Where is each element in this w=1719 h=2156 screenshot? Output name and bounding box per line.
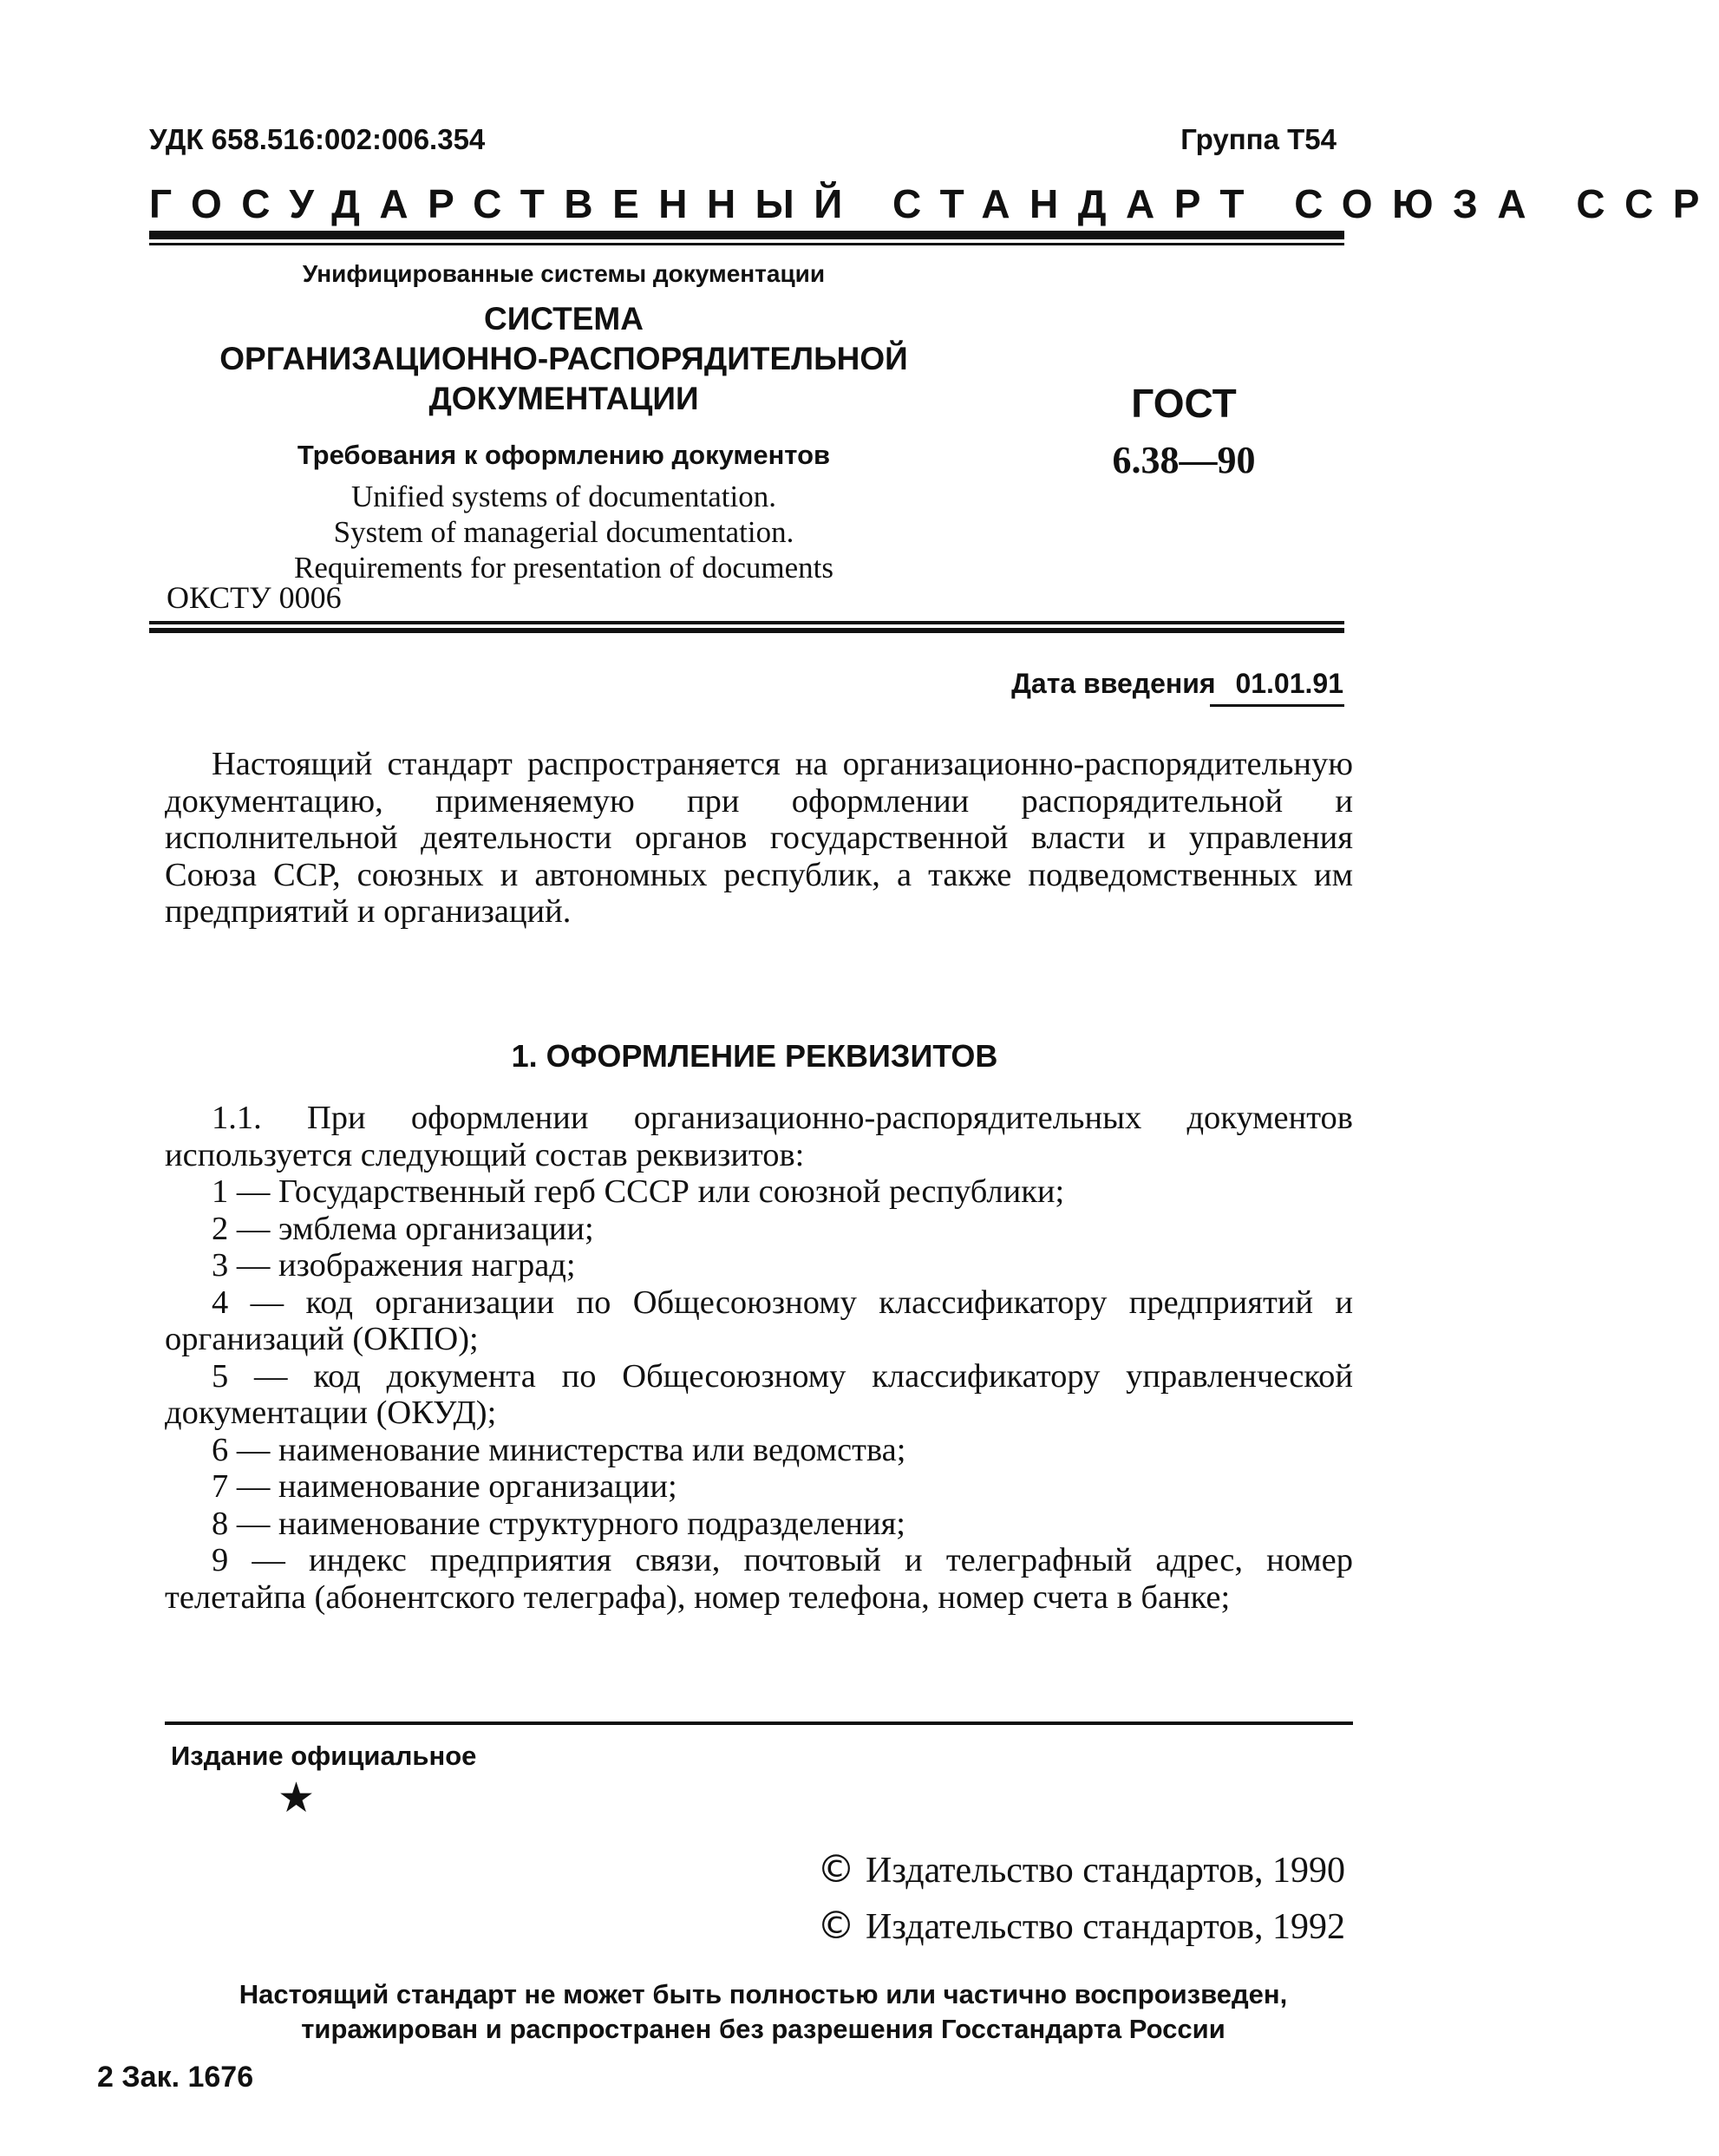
udk-code: УДК 658.516:002:006.354 — [149, 123, 486, 155]
list-item: 1 — Государственный герб СССР или союзной республики; — [212, 1173, 1065, 1210]
list-item: 3 — изображения наград; — [212, 1247, 576, 1284]
copyright-1992 — [817, 1904, 1345, 1948]
copyright-1990 — [817, 1847, 1345, 1891]
copyright-text: Издательство стандартов, 1990 — [866, 1851, 1345, 1891]
system-title-line-3: ДОКУМЕНТАЦИИ — [428, 381, 699, 416]
state-standard-title — [149, 180, 1719, 227]
notice-line-2: тиражирован и распространен без разрешения Госстандарта России — [301, 2014, 1226, 2044]
list-item: 8 — наименование структурного подразделения; — [212, 1505, 906, 1542]
english-title-line-1: Unified systems of documentation. — [351, 480, 776, 513]
state-standard-title-word: ГОСУДАРСТВЕННЫЙ СТАНДАРТ СОЮЗА ССР — [149, 181, 1719, 226]
list-item: 2 — эмблема организации; — [212, 1210, 594, 1247]
star-icon: ★ — [278, 1775, 316, 1821]
gost-label: ГОСТ — [1131, 381, 1237, 426]
list-item: 7 — наименование организации; — [212, 1468, 677, 1505]
english-title-line-3: Requirements for presentation of documents — [293, 551, 834, 585]
date-underline — [1210, 704, 1344, 707]
system-title — [182, 299, 945, 419]
footer-rule — [165, 1722, 1353, 1725]
introduction-date — [1011, 668, 1343, 700]
official-edition: Издание официальное — [171, 1741, 477, 1771]
requirements-title: Требования к оформлению документов — [297, 440, 831, 470]
english-title-line-2: System of managerial documentation. — [333, 515, 794, 549]
list-item: 5 — код документа по Общесоюзному классификатору управленческой документации (ОКУД); — [165, 1357, 1353, 1431]
section-heading: 1. ОФОРМЛЕНИЕ РЕКВИЗИТОВ — [511, 1038, 998, 1074]
series-title: Унифицированные системы документации — [302, 260, 826, 287]
order-number: 2 Зак. 1676 — [97, 2061, 254, 2094]
gost-number: 6.38—90 — [1112, 439, 1256, 481]
title-block-rule-2 — [149, 628, 1344, 633]
top-rule-thin — [149, 243, 1344, 245]
top-rule-thick — [149, 231, 1344, 239]
intro-paragraph: Настоящий стандарт распространяется на организационно-распорядительную документацию, применяемую при оформлении распорядительной и исполнительной деятельности органов государственной власти и управления Союза ССР, союзных и автономных республик, а также подведомственных им предприятий и организаций. — [165, 746, 1353, 930]
system-title-line-2: ОРГАНИЗАЦИОННО-РАСПОРЯДИТЕЛЬНОЙ — [219, 341, 908, 376]
list-item: 6 — наименование министерства или ведомства; — [212, 1431, 906, 1468]
reproduction-notice — [173, 1977, 1353, 2047]
system-title-line-1: СИСТЕМА — [484, 301, 644, 336]
group-code: Группа Т54 — [1180, 123, 1337, 155]
notice-line-1: Настоящий стандарт не может быть полностью или частично воспроизведен, — [239, 1979, 1288, 2009]
okstu-code: ОКСТУ 0006 — [167, 580, 342, 615]
date-value: 01.01.91 — [1235, 668, 1343, 699]
clause-1-1 — [165, 1100, 1353, 1616]
date-label: Дата введения — [1011, 668, 1216, 699]
list-item: 4 — код организации по Общесоюзному классификатору предприятий и организаций (ОКПО); — [165, 1284, 1353, 1357]
title-block-rule-1 — [149, 621, 1344, 624]
list-item: 9 — индекс предприятия связи, почтовый и телеграфный адрес, номер телетайпа (абонентского телеграфа), номер телефона, номер счета в банке; — [165, 1542, 1353, 1616]
copyright-text: Издательство стандартов, 1992 — [866, 1907, 1345, 1947]
english-title — [199, 479, 928, 585]
copyright-icon: © — [817, 1847, 856, 1891]
clause-1-1-intro: 1.1. При оформлении организационно-распорядительных документов используется следующий состав реквизитов: — [165, 1100, 1353, 1173]
copyright-icon: © — [817, 1904, 856, 1948]
